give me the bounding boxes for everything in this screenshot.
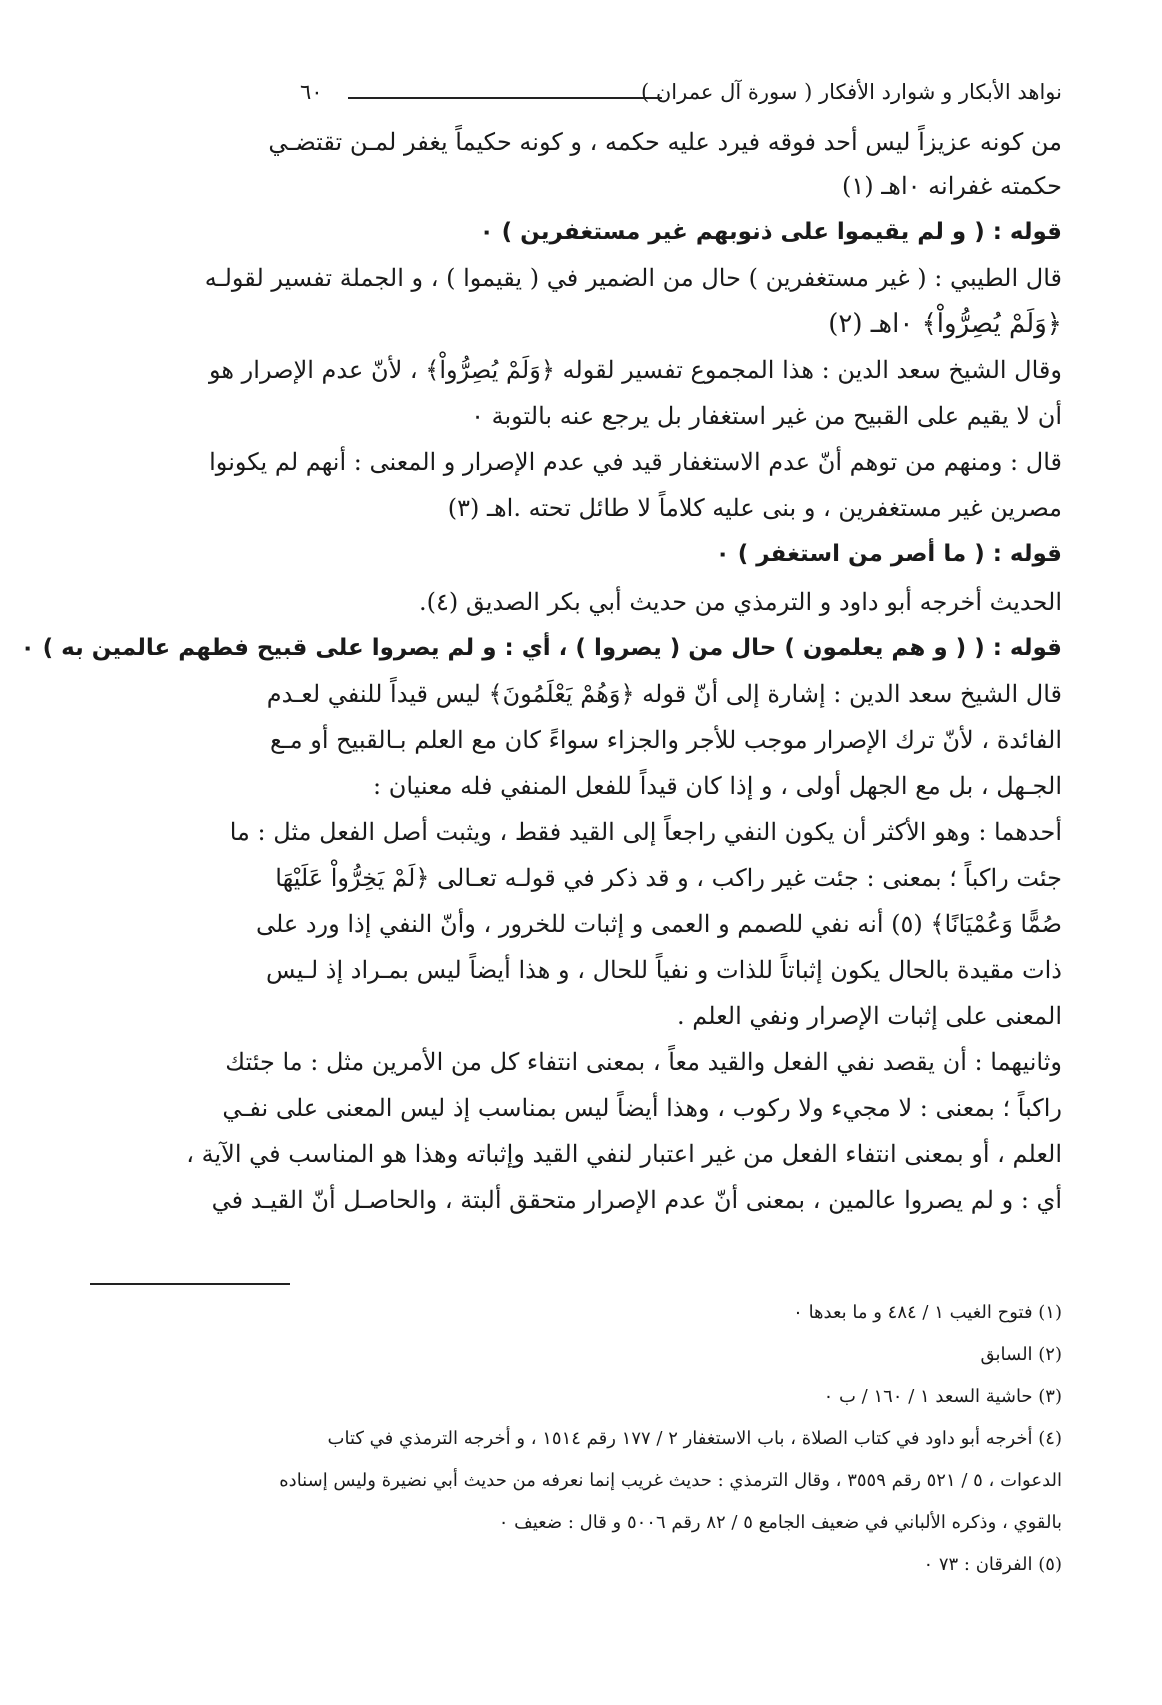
text-line: وثانيهما : أن يقصد نفي الفعل والقيد معاً ، بمعنى انتفاء كل من الأمرين مثل : ما جئتك (225, 1048, 1062, 1076)
text-line: وقال الشيخ سعد الدين : هذا المجموع تفسير لقوله ﴿وَلَمْ يُصِرُّواْ﴾ ، لأنّ عدم الإصرار هو (209, 356, 1062, 384)
text-line: أن لا يقيم على القبيح من غير استغفار بل يرجع عنه بالتوبة ٠ (471, 402, 1062, 430)
footnote: (٢) السابق (980, 1344, 1062, 1365)
text-line: الحديث أخرجه أبو داود و الترمذي من حديث أبي بكر الصديق (٤). (418, 588, 1062, 616)
text-line: من كونه عزيزاً ليس أحد فوقه فيرد عليه حكمه ، و كونه حكيماً يغفر لمـن تقتضـي (268, 128, 1062, 156)
text-line: راكباً ؛ بمعنى : لا مجيء ولا ركوب ، وهذا أيضاً ليس بمناسب إذ ليس المعنى على نفـي (222, 1094, 1062, 1122)
text-line: صُمًّا وَعُمْيَانًا﴾ (٥) أنه نفي للصمم و العمى و إثبات للخرور ، وأنّ النفي إذا ورد على (255, 910, 1062, 938)
running-header (300, 80, 1062, 116)
text-line: الفائدة ، لأنّ ترك الإصرار موجب للأجر والجزاء سواءً كان مع العلم بـالقبيح أو مـع (269, 726, 1062, 754)
section-heading: قوله : ( ما أصر من استغفر ) ٠ (715, 541, 1062, 567)
text-line: ﴿وَلَمْ يُصِرُّواْ﴾ ٠اهـ (٢) (828, 309, 1062, 339)
text-line: قال الشيخ سعد الدين : إشارة إلى أنّ قوله ﴿وَهُمْ يَعْلَمُونَ﴾ ليس قيداً للنفي لعـدم (266, 680, 1062, 708)
text-line: أي : و لم يصروا عالمين ، بمعنى أنّ عدم الإصرار متحقق ألبتة ، والحاصـل أنّ القيـد في (211, 1186, 1062, 1214)
footnote: (٤) أخرجه أبو داود في كتاب الصلاة ، باب الاستغفار ٢ / ١٧٧ رقم ١٥١٤ ، و أخرجه الترمذي في كتاب (327, 1428, 1062, 1449)
text-line: العلم ، أو بمعنى انتفاء الفعل من غير اعتبار لنفي القيد وإثباته وهذا هو المناسب في الآية ، (186, 1140, 1062, 1168)
text-line: ذات مقيدة بالحال يكون إثباتاً للذات و نفياً للحال ، و هذا أيضاً ليس بمـراد إذ لـيس (265, 956, 1062, 984)
footnote: (٥) الفرقان : ٧٣ ٠ (923, 1554, 1062, 1575)
text-line: قال : ومنهم من توهم أنّ عدم الاستغفار قيد في عدم الإصرار و المعنى : أنهم لم يكونوا (209, 448, 1062, 476)
text-line: المعنى على إثبات الإصرار ونفي العلم . (677, 1002, 1062, 1030)
text-line: الجـهل ، بل مع الجهل أولى ، و إذا كان قيداً للفعل المنفي فله معنيان : (372, 772, 1062, 800)
text-line: حكمته غفرانه ٠اهـ (١) (842, 172, 1062, 200)
footnote: بالقوي ، وذكره الألباني في ضعيف الجامع ٥ / ٨٢ رقم ٥٠٠٦ و قال : ضعيف ٠ (498, 1512, 1062, 1533)
footnote-separator (90, 1283, 290, 1285)
running-title: نواهد الأبكار و شوارد الأفكار ( سورة آل عمران ) (641, 80, 1062, 104)
text-line: جئت راكباً ؛ بمعنى : جئت غير راكب ، و قد ذكر في قولـه تعـالى ﴿لَمْ يَخِرُّواْ عَلَيْهَا (275, 864, 1062, 892)
footnote: (١) فتوح الغيب ١ / ٤٨٤ و ما بعدها ٠ (793, 1302, 1062, 1323)
section-heading: قوله : ( ( و هم يعلمون ) حال من ( يصروا ) ، أي : و لم يصروا على قبيح فطهم عالمين به ) ٠ (20, 635, 1062, 661)
text-line: قال الطيبي : ( غير مستغفرين ) حال من الضمير في ( يقيموا ) ، و الجملة تفسير لقولـه (204, 264, 1062, 292)
footnote: الدعوات ، ٥ / ٥٢١ رقم ٣٥٥٩ ، وقال الترمذي : حديث غريب إنما نعرفه من حديث أبي نضيرة وليس إسناده (279, 1470, 1062, 1491)
header-rule (348, 97, 662, 99)
section-heading: قوله : ( و لم يقيموا على ذنوبهم غير مستغفرين ) ٠ (479, 219, 1062, 245)
text-line: مصرين غير مستغفرين ، و بنى عليه كلاماً لا طائل تحته .اهـ (٣) (447, 494, 1062, 522)
footnote: (٣) حاشية السعد ١ / ١٦٠ / ب ٠ (823, 1386, 1062, 1407)
page-number: ٦٠ (300, 80, 323, 104)
text-line: أحدهما : وهو الأكثر أن يكون النفي راجعاً إلى القيد فقط ، ويثبت أصل الفعل مثل : ما (229, 818, 1062, 846)
